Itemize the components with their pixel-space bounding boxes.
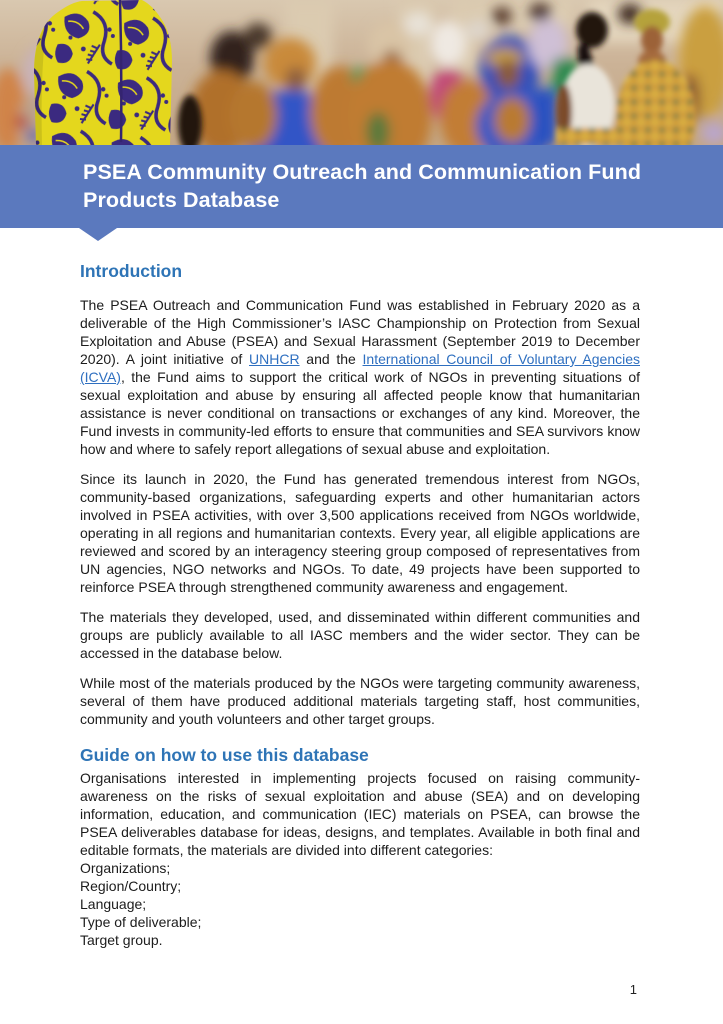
- intro-p1-text-middle: and the: [299, 351, 363, 367]
- intro-paragraph-3: The materials they developed, used, and disseminated within different communities and groups are publicly available to all IASC members and the wider sector. They can be accessed in the database below.: [80, 609, 640, 661]
- icva-link[interactable]: International Council of Voluntary Agencies (ICVA): [80, 351, 640, 385]
- category-item-type-of-deliverable: Type of deliverable;: [80, 914, 202, 930]
- intro-paragraph-1: [80, 296, 640, 458]
- category-item-organizations: Organizations;: [80, 860, 171, 876]
- guide-paragraph: Organisations interested in implementing projects focused on raising community-awareness on the risks of sexual exploitation and abuse (SEA) and on developing information, education, and communication (IEC) materials on PSEA, can browse the PSEA deliverables database for ideas, designs, and templates. Available in both final and editable formats, the materials are divided into different categories:: [80, 770, 640, 858]
- band-pointer-icon: [79, 228, 117, 241]
- page-title: PSEA Community Outreach and Communication Fund Products Database: [83, 160, 642, 212]
- intro-paragraph-4: While most of the materials produced by the NGOs were targeting community awareness, several of them have produced additional materials targeting staff, host communities, community and youth volunteers and other target groups.: [80, 675, 640, 727]
- page-number: 1: [629, 982, 637, 997]
- intro-paragraph-2: Since its launch in 2020, the Fund has generated tremendous interest from NGOs, community-based organizations, safeguarding experts and other humanitarian actors involved in PSEA activities, with over 3,500 applications received from NGOs worldwide, operating in all regions and humanitarian contexts. Every year, all eligible applications are reviewed and scored by an interagency steering group composed of representatives from UN agencies, NGO networks and NGOs. To date, 49 projects have been supported to reinforce PSEA through strengthened community awareness and engagement.: [80, 471, 640, 595]
- intro-p1-text-before: The PSEA Outreach and Communication Fund was established in February 2020 as a deliverable of the High Commissioner’s IASC Championship on Protection from Sexual Exploitation and Abuse (PSEA) and Sexual Harassment (September 2019 to December 2020). A joint initiative of: [80, 297, 640, 367]
- intro-heading: Introduction: [80, 261, 183, 281]
- category-item-target-group: Target group.: [80, 932, 163, 948]
- document-content: [80, 261, 640, 949]
- category-item-language: Language;: [80, 896, 147, 912]
- banner-photo: [0, 0, 723, 145]
- category-item-region-country: Region/Country;: [80, 878, 182, 894]
- title-band: [0, 145, 723, 228]
- guide-heading: Guide on how to use this database: [80, 745, 369, 765]
- intro-p1-text-after: , the Fund aims to support the critical work of NGOs in preventing situations of sexual exploitation and abuse by ensuring all affected people know that humanitarian assistance is never conditional on transactions or exchanges of any kind. Moreover, the Fund invests in community-led efforts to ensure that communities and SEA survivors know how and where to safely report allegations of sexual abuse and exploitation.: [80, 369, 640, 457]
- unhcr-link[interactable]: UNHCR: [249, 351, 300, 367]
- banner-photo-illustration: [0, 0, 723, 145]
